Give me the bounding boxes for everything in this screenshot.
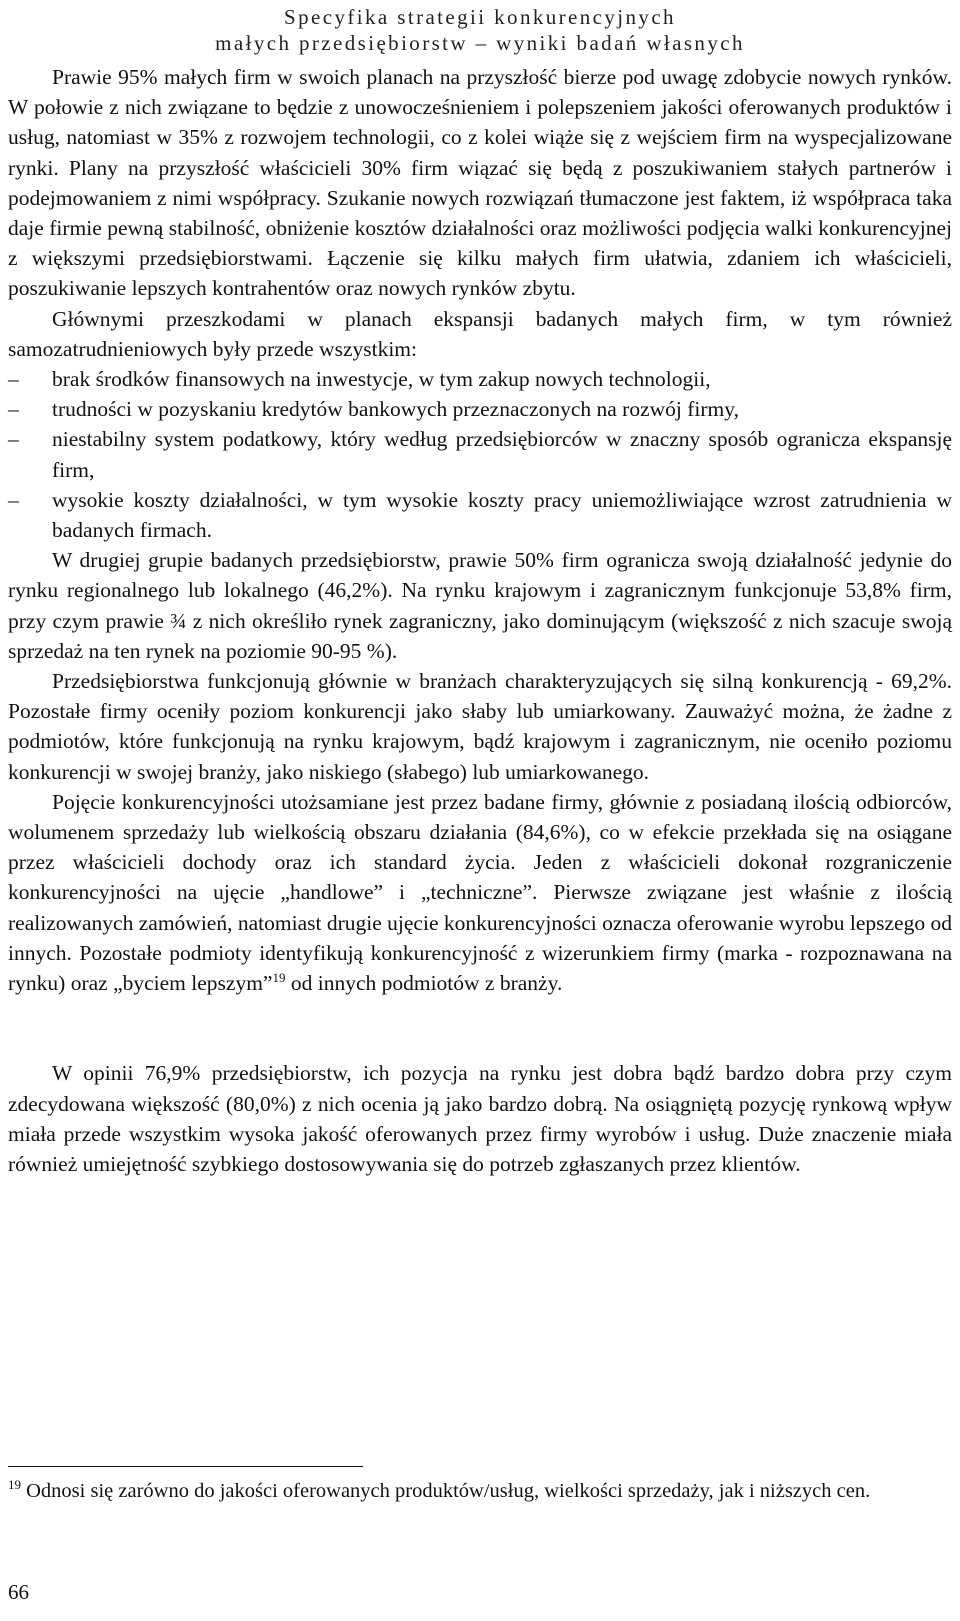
paragraph-competition-level: Przedsiębiorstwa funkcjonują głównie w branżach charakteryzujących się silną konkurencją - 69,2%. Pozostałe firmy oceniły poziom konkurencji jako słaby lub umiarkowany. Zauważyć można, że żadne z podmiotów, które funkcjonują na rynku krajowym, bądź krajowym i zagranicznym, nie oceniło poziomu konkurencji w swojej branży, jako niskiego (słabego) lub umiarkowanego. — [8, 669, 952, 784]
list-item — [8, 485, 952, 545]
list-item-text: trudności w pozyskaniu kredytów bankowych przeznaczonych na rozwój firmy, — [52, 397, 739, 422]
paragraph-obstacles-intro: Głównymi przeszkodami w planach ekspansji badanych małych firm, w tym również samozatrudnieniowych były przede wszystkim: — [8, 306, 952, 361]
list-item — [8, 364, 952, 394]
obstacles-list — [8, 364, 952, 545]
footnote-reference[interactable]: 19 — [272, 969, 286, 985]
list-item-text: wysokie koszty działalności, w tym wysokie koszty pracy uniemożliwiające wzrost zatrudnienia w badanych firmach. — [52, 487, 952, 543]
page-number: 66 — [8, 1580, 29, 1604]
paragraph-market-position: W opinii 76,9% przedsiębiorstw, ich pozycja na rynku jest dobra bądź bardzo dobra przy czym zdecydowana większość (80,0%) z nich ocenia ją jako bardzo dobrą. Na osiągniętą pozycję rynkową wpływ miała przede wszystkim wysoka jakość oferowanych przez firmy wyrobów i usług. Duże znaczenie miała również umiejętność szybkiego dostosowywania się do potrzeb zgłaszanych przez klientów. — [8, 1061, 952, 1176]
running-header — [0, 4, 960, 56]
footnote-text: Odnosi się zarówno do jakości oferowanych produktów/usług, wielkości sprzedaży, jak i niższych cen. — [21, 1480, 871, 1502]
list-item-text: niestabilny system podatkowy, który według przedsiębiorców w znaczny sposób ogranicza ekspansję firm, — [52, 427, 952, 482]
dash-bullet: – — [8, 367, 19, 392]
paragraph-text-tail: od innych podmiotów z branży. — [285, 971, 563, 996]
header-line-1: Specyfika strategii konkurencyjnych — [284, 5, 676, 29]
footnote — [8, 1476, 952, 1506]
section-gap — [8, 998, 952, 1058]
footnote-number: 19 — [8, 1477, 21, 1493]
list-item — [8, 424, 952, 484]
list-item — [8, 394, 952, 424]
paragraph-text: Pojęcie konkurencyjności utożsamiane jest przez badane firmy, głównie z posiadaną ilością odbiorców, wolumenem sprzedaży lub wielkością obszaru działania (84,6%), co w efekcie przekłada się na osiągane przez właścicieli dochody oraz ich standard życia. Jeden z właścicieli dokonał rozgraniczenie konkurencyjności na ujęcie „handlowe” i „techniczne”. Pierwsze związane jest właśnie z ilością realizowanych zamówień, natomiast drugie ujęcie konkurencyjności oznacza oferowanie wyrobu lepszego od innych. Pozostałe podmioty identyfikują konkurencyjność z wizerunkiem firmy (marka - rozpoznawana na rynku) oraz „byciem lepszym” — [8, 789, 952, 996]
dash-bullet: – — [8, 487, 19, 512]
list-item-text: brak środków finansowych na inwestycje, w tym zakup nowych technologii, — [52, 367, 711, 392]
footnote-divider — [8, 1466, 363, 1467]
paragraph-market-scope: W drugiej grupie badanych przedsiębiorstw, prawie 50% firm ogranicza swoją działalność jedynie do rynku regionalnego lub lokalnego (46,2%). Na rynku krajowym i zagranicznym funkcjonuje 53,8% firm, przy czym prawie ¾ z nich określiło rynek zagraniczny, jako dominującym (większość z nich szacuje swoją sprzedaż na ten rynek na poziomie 90-95 %). — [8, 548, 952, 663]
paragraph-new-markets: Prawie 95% małych firm w swoich planach na przyszłość bierze pod uwagę zdobycie nowych rynków. W połowie z nich związane to będzie z unowocześnieniem i polepszeniem jakości oferowanych produktów i usług, natomiast w 35% z rozwojem technologii, co z kolei wiąże się z wejściem firm na wyspecjalizowane rynki. Plany na przyszłość właścicieli 30% firm wiązać się będą z poszukiwaniem stałych partnerów i podejmowaniem z nimi współpracy. Szukanie nowych rozwiązań tłumaczone jest faktem, iż współpraca taka daje firmie pewną stabilność, obniżenie kosztów działalności oraz możliwości podjęcia walki konkurencyjnej z większymi przedsiębiorstwami. Łączenie się kilku małych firm ułatwia, zdaniem ich właścicieli, poszukiwanie lepszych kontrahentów oraz nowych rynków zbytu. — [8, 65, 952, 301]
dash-bullet: – — [8, 397, 19, 422]
paragraph-competitiveness-concept — [8, 787, 952, 998]
body-text — [8, 62, 952, 1179]
header-line-2: małych przedsiębiorstw – wyniki badań własnych — [215, 31, 745, 55]
dash-bullet: – — [8, 427, 19, 452]
